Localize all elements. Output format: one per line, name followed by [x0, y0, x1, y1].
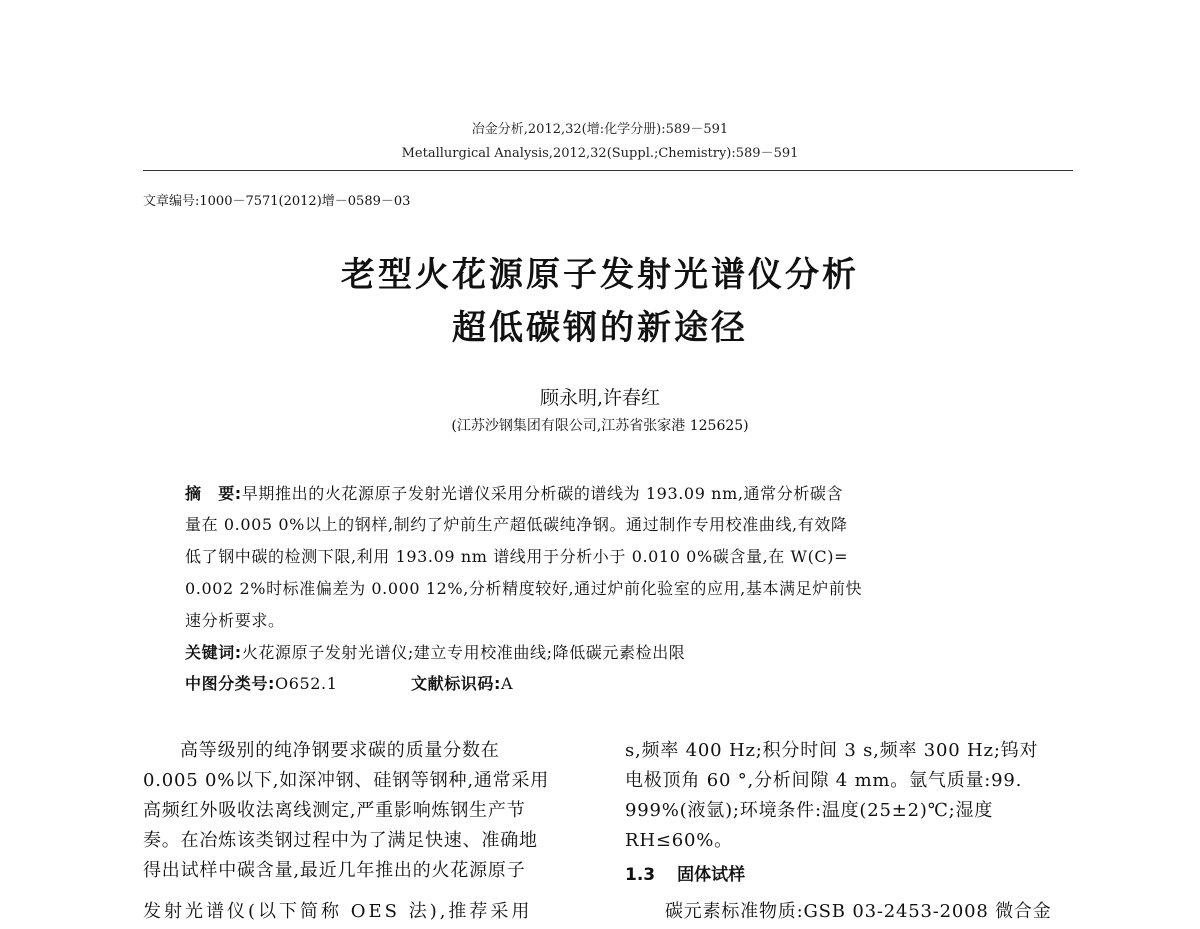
- right-col-line-5: 碳元素标准物质:GSB 03-2453-2008 微合金: [665, 901, 1052, 922]
- abstract-line-5: 速分析要求。: [185, 611, 285, 630]
- doc-code-label: 文献标识码:: [411, 674, 501, 693]
- keywords-line: [185, 640, 685, 663]
- left-col-line-3: 高频红外吸收法离线测定,严重影响炼钢生产节: [143, 800, 526, 821]
- abstract-line-1: [185, 481, 843, 504]
- keywords-text: 火花源原子发射光谱仪;建立专用校准曲线;降低碳元素检出限: [241, 643, 686, 662]
- journal-citation-en: Metallurgical Analysis,2012,32(Suppl.;Chemistry):589－591: [401, 146, 799, 161]
- abstract-line-3: 低了钢中碳的检测下限,利用 193.09 nm 谱线用于分析小于 0.010 0%碳含量,在 W(C)=: [185, 547, 849, 566]
- affiliation: (江苏沙钢集团有限公司,江苏省张家港 125625): [451, 418, 749, 434]
- keywords-label: 关键词:: [185, 643, 242, 662]
- doc-code-line: [411, 671, 513, 694]
- journal-citation-cn: 冶金分析,2012,32(增:化学分册):589－591: [471, 122, 729, 137]
- clc-line: [185, 671, 338, 694]
- section-number: 1.3: [625, 865, 656, 885]
- abstract-line-2: 量在 0.005 0%以上的钢样,制约了炉前生产超低碳纯净钢。通过制作专用校准曲线,有效降: [185, 515, 848, 534]
- doc-code-value: A: [501, 674, 514, 693]
- article-number: 文章编号:1000－7571(2012)增－0589－03: [143, 194, 411, 209]
- authors: 顾永明,许春红: [539, 387, 661, 409]
- left-col-line-5: 得出试样中碳含量,最近几年推出的火花源原子: [143, 860, 526, 881]
- abstract-line-4: 0.002 2%时标准偏差为 0.000 12%,分析精度较好,通过炉前化验室的应用,基本满足炉前快: [185, 579, 863, 598]
- right-col-line-2: 电极顶角 60 °,分析间隙 4 mm。氩气质量:99.: [625, 770, 1023, 791]
- right-col-line-1: s,频率 400 Hz;积分时间 3 s,频率 300 Hz;钨对: [625, 740, 1039, 761]
- section-heading: [625, 860, 745, 885]
- left-col-line-1: 高等级别的纯净钢要求碳的质量分数在: [180, 740, 500, 761]
- right-col-line-4: RH≤60%。: [625, 830, 733, 851]
- clc-value: O652.1: [275, 674, 338, 693]
- left-col-line-4: 奏。在冶炼该类钢过程中为了满足快速、准确地: [143, 830, 538, 851]
- left-col-line-6: 发射光谱仪(以下简称 OES 法),推荐采用: [143, 901, 533, 922]
- title-line-2: 超低碳钢的新途径: [452, 308, 748, 348]
- clc-label: 中图分类号:: [185, 674, 275, 693]
- right-col-line-3: 999%(液氩);环境条件:温度(25±2)℃;湿度: [625, 800, 994, 821]
- section-title: 固体试样: [677, 865, 746, 885]
- left-col-line-2: 0.005 0%以下,如深冲钢、硅钢等钢种,通常采用: [143, 770, 550, 791]
- abstract-label: 摘 要:: [185, 484, 242, 503]
- abstract-text-1: 早期推出的火花源原子发射光谱仪采用分析碳的谱线为 193.09 nm,通常分析碳含: [241, 484, 844, 503]
- header-rule: [143, 170, 1073, 171]
- title-line-1: 老型火花源原子发射光谱仪分析: [341, 255, 859, 295]
